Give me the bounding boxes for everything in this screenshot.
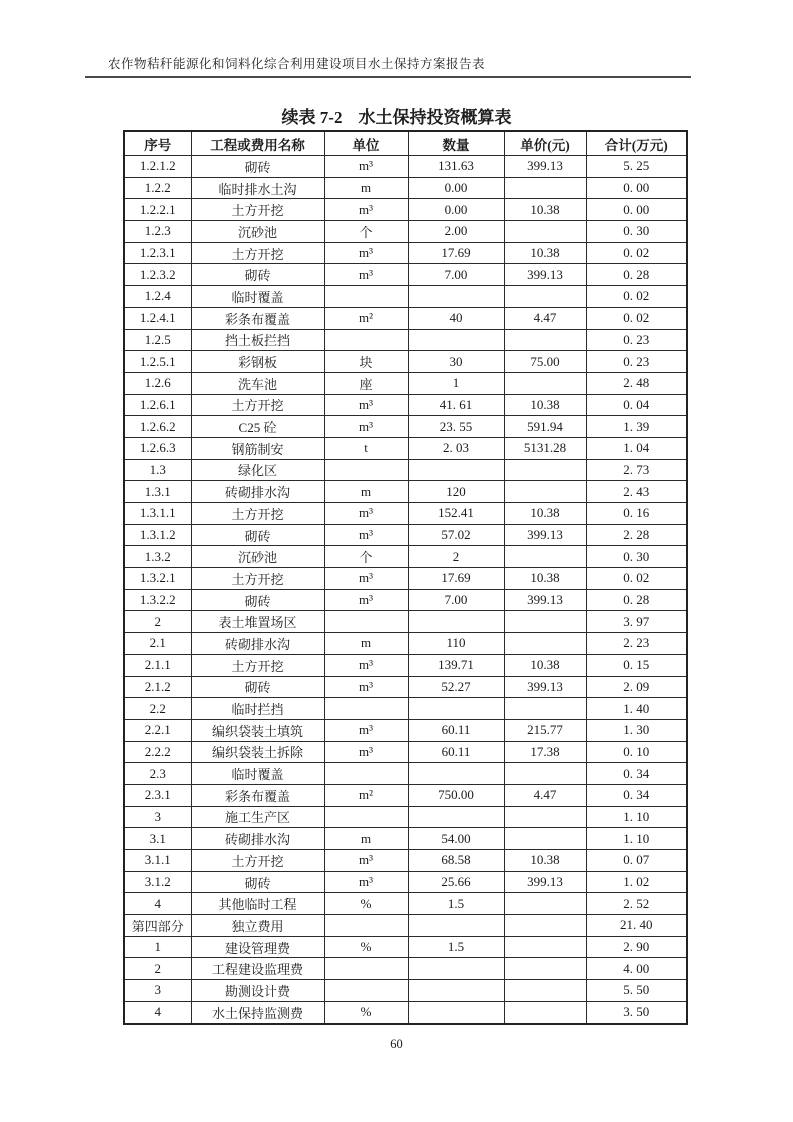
table-cell <box>504 546 586 568</box>
table-cell: 10.38 <box>504 242 586 264</box>
table-cell: 0. 23 <box>586 351 687 373</box>
table-cell: 2. 48 <box>586 372 687 394</box>
table-cell: 110 <box>408 633 504 655</box>
table-cell: m³ <box>324 719 408 741</box>
table-cell: 0. 02 <box>586 307 687 329</box>
table-cell: 0. 02 <box>586 242 687 264</box>
table-cell: 1. 30 <box>586 719 687 741</box>
table-cell: 座 <box>324 372 408 394</box>
table-row <box>124 568 687 590</box>
table-cell: 10.38 <box>504 568 586 590</box>
table-cell: m³ <box>324 524 408 546</box>
table-cell: 挡土板拦挡 <box>191 329 324 351</box>
table-cell: 0. 30 <box>586 546 687 568</box>
table-row <box>124 242 687 264</box>
table-cell: 17.69 <box>408 568 504 590</box>
table-cell: 60.11 <box>408 741 504 763</box>
table-cell: 4. 00 <box>586 958 687 980</box>
table-cell: 1. 10 <box>586 828 687 850</box>
table-cell: m³ <box>324 199 408 221</box>
table-cell: 土方开挖 <box>191 394 324 416</box>
table-cell: 2.1.1 <box>124 654 191 676</box>
table-cell: % <box>324 893 408 915</box>
table-cell: 0.00 <box>408 199 504 221</box>
table-cell: 1.2.2 <box>124 177 191 199</box>
table-cell: 139.71 <box>408 654 504 676</box>
table-row <box>124 1001 687 1023</box>
table-row <box>124 828 687 850</box>
table-cell: m³ <box>324 568 408 590</box>
table-cell: m² <box>324 784 408 806</box>
table-cell <box>408 980 504 1002</box>
table-cell: 个 <box>324 546 408 568</box>
table-cell <box>408 286 504 308</box>
table-cell: 4 <box>124 893 191 915</box>
table-cell: m³ <box>324 654 408 676</box>
table-row <box>124 871 687 893</box>
table-cell: m <box>324 177 408 199</box>
table-cell <box>504 806 586 828</box>
table-cell: 2. 73 <box>586 459 687 481</box>
table-cell: m <box>324 633 408 655</box>
table-cell <box>504 329 586 351</box>
table-cell: 2. 28 <box>586 524 687 546</box>
table-cell <box>408 1001 504 1023</box>
table-cell: 52.27 <box>408 676 504 698</box>
table-row <box>124 893 687 915</box>
table-cell: 2. 23 <box>586 633 687 655</box>
table-cell: 勘测设计费 <box>191 980 324 1002</box>
table-cell <box>504 893 586 915</box>
table-cell: 21. 40 <box>586 915 687 937</box>
table-cell <box>504 611 586 633</box>
table-cell: 1.2.4.1 <box>124 307 191 329</box>
table-cell: 1.2.6.1 <box>124 394 191 416</box>
table-cell: 3.1.2 <box>124 871 191 893</box>
table-cell <box>504 763 586 785</box>
table-cell: 399.13 <box>504 871 586 893</box>
table-cell: 1.2.3 <box>124 221 191 243</box>
table-cell: 25.66 <box>408 871 504 893</box>
table-cell <box>408 459 504 481</box>
table-cell: 10.38 <box>504 503 586 525</box>
table-cell: 土方开挖 <box>191 568 324 590</box>
table-cell: 临时排水土沟 <box>191 177 324 199</box>
table-cell <box>324 915 408 937</box>
table-cell: 152.41 <box>408 503 504 525</box>
table-row <box>124 459 687 481</box>
table-cell: m³ <box>324 871 408 893</box>
table-cell: 建设管理费 <box>191 936 324 958</box>
table-cell: 0. 28 <box>586 589 687 611</box>
table-cell <box>504 698 586 720</box>
table-cell <box>324 980 408 1002</box>
table-cell: 2 <box>408 546 504 568</box>
table-cell: 5131.28 <box>504 437 586 459</box>
table-cell: 0. 16 <box>586 503 687 525</box>
table-cell: m <box>324 828 408 850</box>
table-cell: 临时拦挡 <box>191 698 324 720</box>
table-cell: 2.1 <box>124 633 191 655</box>
table-cell: 沉砂池 <box>191 546 324 568</box>
table-cell: 0. 00 <box>586 177 687 199</box>
table-cell: 60.11 <box>408 719 504 741</box>
table-cell: 砌砖 <box>191 264 324 286</box>
table-row <box>124 936 687 958</box>
table-cell: 4 <box>124 1001 191 1023</box>
table-cell <box>408 806 504 828</box>
table-cell: 10.38 <box>504 654 586 676</box>
table-cell: 砖砌排水沟 <box>191 828 324 850</box>
table-cell <box>504 828 586 850</box>
table-row <box>124 524 687 546</box>
column-header: 单位 <box>324 131 408 156</box>
table-cell: 2. 52 <box>586 893 687 915</box>
table-cell: 0. 23 <box>586 329 687 351</box>
table-cell: 土方开挖 <box>191 199 324 221</box>
table-cell: 0. 04 <box>586 394 687 416</box>
table-cell: 399.13 <box>504 589 586 611</box>
table-cell: 2.1.2 <box>124 676 191 698</box>
table-row <box>124 177 687 199</box>
table-cell <box>504 286 586 308</box>
table-cell <box>324 286 408 308</box>
table-row <box>124 633 687 655</box>
table-cell: 施工生产区 <box>191 806 324 828</box>
table-cell <box>324 611 408 633</box>
table-row <box>124 719 687 741</box>
table-cell: 1.2.5.1 <box>124 351 191 373</box>
table-cell: 绿化区 <box>191 459 324 481</box>
table-cell: 215.77 <box>504 719 586 741</box>
table-cell: 10.38 <box>504 850 586 872</box>
table-cell: m³ <box>324 676 408 698</box>
table-body <box>124 156 687 1024</box>
table-cell <box>324 958 408 980</box>
table-cell: 7.00 <box>408 589 504 611</box>
table-cell: 4.47 <box>504 307 586 329</box>
table-cell: 57.02 <box>408 524 504 546</box>
table-cell <box>324 763 408 785</box>
table-cell: 3 <box>124 806 191 828</box>
table-cell: m³ <box>324 503 408 525</box>
table-cell: 1. 39 <box>586 416 687 438</box>
table-cell: m³ <box>324 156 408 178</box>
table-cell: 2.2 <box>124 698 191 720</box>
table-cell: m <box>324 481 408 503</box>
table-cell: 1.5 <box>408 936 504 958</box>
table-cell: 土方开挖 <box>191 503 324 525</box>
table-cell: 1.3.2.2 <box>124 589 191 611</box>
table-cell: 土方开挖 <box>191 850 324 872</box>
table-cell: 1.2.3.2 <box>124 264 191 286</box>
table-cell: 17.69 <box>408 242 504 264</box>
table-cell: 1.3.1.1 <box>124 503 191 525</box>
table-cell <box>408 329 504 351</box>
table-row <box>124 741 687 763</box>
table-cell: 399.13 <box>504 676 586 698</box>
table-cell: 3. 50 <box>586 1001 687 1023</box>
table-cell: % <box>324 936 408 958</box>
table-cell: 钢筋制安 <box>191 437 324 459</box>
table-cell: m³ <box>324 589 408 611</box>
table-cell: 1.3.1 <box>124 481 191 503</box>
table-cell: 3. 97 <box>586 611 687 633</box>
table-cell: 编织袋装土填筑 <box>191 719 324 741</box>
table-row <box>124 503 687 525</box>
table-cell: 0. 07 <box>586 850 687 872</box>
table-cell: 23. 55 <box>408 416 504 438</box>
table-cell: 砌砖 <box>191 871 324 893</box>
table-cell <box>504 936 586 958</box>
table-cell: 591.94 <box>504 416 586 438</box>
table-cell <box>504 481 586 503</box>
table-cell: 独立费用 <box>191 915 324 937</box>
column-header: 单价(元) <box>504 131 586 156</box>
table-row <box>124 980 687 1002</box>
page-number: 60 <box>390 1037 403 1051</box>
table-cell <box>408 611 504 633</box>
table-cell: 砌砖 <box>191 676 324 698</box>
table-cell <box>504 915 586 937</box>
table-cell: 1. 40 <box>586 698 687 720</box>
table-cell: 399.13 <box>504 156 586 178</box>
column-header: 工程或费用名称 <box>191 131 324 156</box>
table-cell: 土方开挖 <box>191 654 324 676</box>
table-title-prefix: 续表 7-2 <box>281 108 343 127</box>
table-cell: m³ <box>324 416 408 438</box>
table-cell: 2.2.2 <box>124 741 191 763</box>
table-cell: 131.63 <box>408 156 504 178</box>
table-cell: 1.3.2 <box>124 546 191 568</box>
table-cell <box>408 915 504 937</box>
table-cell: 2.2.1 <box>124 719 191 741</box>
table-cell: 2 <box>124 958 191 980</box>
table-cell: 0. 00 <box>586 199 687 221</box>
table-cell: 2. 03 <box>408 437 504 459</box>
table-cell: m³ <box>324 264 408 286</box>
table-cell: 洗车池 <box>191 372 324 394</box>
table-row <box>124 416 687 438</box>
table-cell: 其他临时工程 <box>191 893 324 915</box>
table-title-main: 水土保持投资概算表 <box>358 108 512 127</box>
table-row <box>124 437 687 459</box>
table-cell: 3.1.1 <box>124 850 191 872</box>
table-cell: 68.58 <box>408 850 504 872</box>
table-cell: 1 <box>124 936 191 958</box>
table-cell: 750.00 <box>408 784 504 806</box>
table-cell: 1.3.1.2 <box>124 524 191 546</box>
table-cell: 7.00 <box>408 264 504 286</box>
table-cell <box>504 372 586 394</box>
table-row <box>124 611 687 633</box>
budget-table <box>123 130 688 1025</box>
table-cell: 3 <box>124 980 191 1002</box>
table-cell: m² <box>324 307 408 329</box>
table-cell: 彩条布覆盖 <box>191 784 324 806</box>
table-cell: 沉砂池 <box>191 221 324 243</box>
table-cell: 2.3.1 <box>124 784 191 806</box>
table-row <box>124 156 687 178</box>
table-cell: 0. 02 <box>586 286 687 308</box>
table-cell: 1. 04 <box>586 437 687 459</box>
table-cell: 41. 61 <box>408 394 504 416</box>
table-cell: 砌砖 <box>191 156 324 178</box>
table-cell <box>408 958 504 980</box>
table-cell: 编织袋装土拆除 <box>191 741 324 763</box>
table-row <box>124 784 687 806</box>
table-row <box>124 481 687 503</box>
table-cell: 1.3.2.1 <box>124 568 191 590</box>
table-row <box>124 850 687 872</box>
table-cell: 2.3 <box>124 763 191 785</box>
table-cell: C25 砼 <box>191 416 324 438</box>
table-row <box>124 221 687 243</box>
table-cell: 0. 15 <box>586 654 687 676</box>
table-cell: m³ <box>324 741 408 763</box>
table-title <box>0 103 793 128</box>
table-cell: 30 <box>408 351 504 373</box>
column-header: 合计(万元) <box>586 131 687 156</box>
table-cell <box>324 459 408 481</box>
table-cell: 17.38 <box>504 741 586 763</box>
table-cell: 临时覆盖 <box>191 763 324 785</box>
table-row <box>124 915 687 937</box>
table-cell: 2. 90 <box>586 936 687 958</box>
table-cell: 砌砖 <box>191 524 324 546</box>
table-cell: 0. 28 <box>586 264 687 286</box>
table-cell: 1.5 <box>408 893 504 915</box>
table-cell: 2. 09 <box>586 676 687 698</box>
table-cell: 个 <box>324 221 408 243</box>
table-cell: 1.2.6.3 <box>124 437 191 459</box>
table-cell <box>408 698 504 720</box>
table-cell: 0.00 <box>408 177 504 199</box>
table-cell: 0. 30 <box>586 221 687 243</box>
table-cell: % <box>324 1001 408 1023</box>
table-cell <box>504 1001 586 1023</box>
table-cell: 40 <box>408 307 504 329</box>
table-row <box>124 589 687 611</box>
table-row <box>124 199 687 221</box>
table-cell: 砌砖 <box>191 589 324 611</box>
table-cell: 10.38 <box>504 199 586 221</box>
table-header-row <box>124 131 687 156</box>
table-cell: 2. 43 <box>586 481 687 503</box>
table-cell: 0. 34 <box>586 763 687 785</box>
table-cell: m³ <box>324 850 408 872</box>
table-cell: 1. 02 <box>586 871 687 893</box>
table-cell: 1.2.6 <box>124 372 191 394</box>
table-cell: m³ <box>324 394 408 416</box>
table-cell: 工程建设监理费 <box>191 958 324 980</box>
table-cell: 399.13 <box>504 524 586 546</box>
table-row <box>124 351 687 373</box>
table-cell: 1 <box>408 372 504 394</box>
table-cell <box>504 221 586 243</box>
table-cell: 砖砌排水沟 <box>191 481 324 503</box>
table-cell <box>324 698 408 720</box>
table-cell: 1.2.3.1 <box>124 242 191 264</box>
table-cell: 表土堆置场区 <box>191 611 324 633</box>
table-row <box>124 394 687 416</box>
table-cell: 4.47 <box>504 784 586 806</box>
table-cell: 水土保持监测费 <box>191 1001 324 1023</box>
table-cell: 0. 02 <box>586 568 687 590</box>
table-cell: 1.2.1.2 <box>124 156 191 178</box>
table-cell: 第四部分 <box>124 915 191 937</box>
table-cell <box>504 459 586 481</box>
table-cell: 5. 50 <box>586 980 687 1002</box>
table-cell: 10.38 <box>504 394 586 416</box>
column-header: 数量 <box>408 131 504 156</box>
table-cell: 5. 25 <box>586 156 687 178</box>
table-cell: 3.1 <box>124 828 191 850</box>
table-row <box>124 329 687 351</box>
table-cell: 1.2.5 <box>124 329 191 351</box>
table-row <box>124 307 687 329</box>
table-row <box>124 698 687 720</box>
table-row <box>124 286 687 308</box>
header-rule <box>85 76 691 78</box>
table-cell: 0. 34 <box>586 784 687 806</box>
table-cell <box>504 980 586 1002</box>
table-cell: 1.2.4 <box>124 286 191 308</box>
table-row <box>124 546 687 568</box>
table-cell: 块 <box>324 351 408 373</box>
table-cell: 彩钢板 <box>191 351 324 373</box>
table-cell <box>504 177 586 199</box>
table-cell: 0. 10 <box>586 741 687 763</box>
table-cell: t <box>324 437 408 459</box>
table-cell <box>324 329 408 351</box>
table-cell: 临时覆盖 <box>191 286 324 308</box>
table-cell: 彩条布覆盖 <box>191 307 324 329</box>
column-header: 序号 <box>124 131 191 156</box>
table-cell: 1.2.6.2 <box>124 416 191 438</box>
table-cell <box>324 806 408 828</box>
table-cell: 土方开挖 <box>191 242 324 264</box>
table-cell: 75.00 <box>504 351 586 373</box>
table-cell: 2 <box>124 611 191 633</box>
table-cell: 1.2.2.1 <box>124 199 191 221</box>
table-cell: 砖砌排水沟 <box>191 633 324 655</box>
table-row <box>124 763 687 785</box>
table-row <box>124 676 687 698</box>
table-cell <box>504 958 586 980</box>
table-cell: m³ <box>324 242 408 264</box>
table-cell: 120 <box>408 481 504 503</box>
table-cell <box>504 633 586 655</box>
table-row <box>124 264 687 286</box>
table-row <box>124 372 687 394</box>
table-row <box>124 806 687 828</box>
table-cell: 54.00 <box>408 828 504 850</box>
table-row <box>124 654 687 676</box>
table-cell: 2.00 <box>408 221 504 243</box>
table-row <box>124 958 687 980</box>
page-header-title: 农作物秸秆能源化和饲料化综合利用建设项目水土保持方案报告表 <box>108 57 486 71</box>
table-cell: 1. 10 <box>586 806 687 828</box>
table-cell: 1.3 <box>124 459 191 481</box>
table-cell: 399.13 <box>504 264 586 286</box>
table-cell <box>408 763 504 785</box>
